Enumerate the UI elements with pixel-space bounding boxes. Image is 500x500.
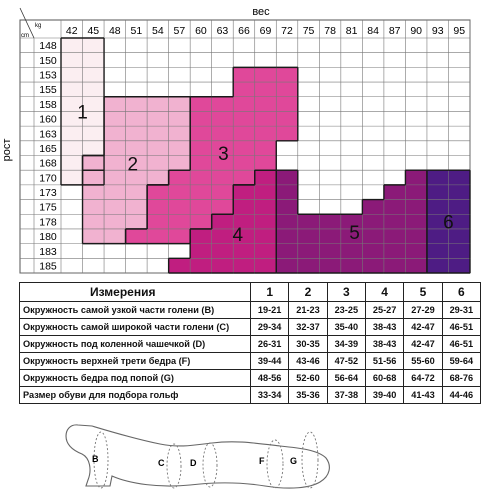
zone-cell (61, 67, 83, 82)
zone-cell (83, 229, 105, 244)
zone-cell (190, 185, 212, 200)
zone-cell (104, 185, 126, 200)
leg-measure-d (203, 443, 217, 487)
measurement-value: 39-40 (365, 387, 403, 404)
zone-cell (384, 258, 406, 273)
size-header: 2 (289, 283, 327, 302)
measurement-value: 68-76 (442, 370, 480, 387)
zone-cell (104, 229, 126, 244)
zone-cell (147, 214, 169, 229)
height-tick-label: 148 (39, 40, 57, 53)
table-row (20, 353, 481, 370)
x-axis-label: вес (252, 6, 270, 18)
measurement-value: 46-51 (442, 319, 480, 336)
zone-cell (147, 170, 169, 185)
size-header: 3 (327, 283, 365, 302)
zone-cell (104, 200, 126, 215)
zone-cell (212, 258, 234, 273)
zone-cell (126, 126, 148, 141)
y-axis-label: рост (1, 138, 13, 162)
zone-cell (104, 170, 126, 185)
zone-cell (276, 258, 298, 273)
zone-cell (83, 141, 105, 156)
weight-tick-label: 95 (453, 25, 466, 37)
weight-tick-label: 66 (238, 25, 250, 37)
measurement-label: Окружность под коленной чашечкой (D) (20, 336, 251, 353)
measurements-header: Измерения (20, 283, 251, 302)
zone-cell (169, 229, 191, 244)
zone-cell (255, 185, 277, 200)
zone-cell (255, 156, 277, 171)
measurement-value: 32-37 (289, 319, 327, 336)
height-tick-label: 185 (39, 260, 57, 273)
zone-cell (255, 244, 277, 259)
zone-cell (233, 111, 255, 126)
table-row (20, 370, 481, 387)
zone-cell (126, 214, 148, 229)
zone-cell (147, 229, 169, 244)
zone-cell (276, 82, 298, 97)
zone-cell (384, 185, 406, 200)
zone-cell (233, 170, 255, 185)
measurement-value: 25-27 (365, 302, 403, 319)
zone-cell (212, 126, 234, 141)
zone-cell (147, 126, 169, 141)
zone-cell (233, 156, 255, 171)
measurement-value: 34-39 (327, 336, 365, 353)
zone-cell (276, 170, 298, 185)
zone-cell (448, 258, 470, 273)
weight-tick-label: 54 (152, 25, 164, 37)
zone-cell (276, 244, 298, 259)
zone-cell (255, 67, 277, 82)
zone-cell (405, 170, 427, 185)
measurement-value: 29-34 (251, 319, 289, 336)
zone-cell (298, 258, 320, 273)
table-row (20, 387, 481, 404)
weight-tick-label: 87 (388, 25, 401, 37)
measurement-value: 39-44 (251, 353, 289, 370)
zone-cell (255, 97, 277, 112)
weight-tick-label: 84 (367, 25, 379, 37)
zone-cell (427, 258, 449, 273)
zone-cell (255, 170, 277, 185)
measurement-value: 44-46 (442, 387, 480, 404)
leg-label-d: D (190, 458, 197, 468)
zone-cell (233, 185, 255, 200)
weight-tick-label: 57 (173, 25, 186, 37)
zone-cell (255, 126, 277, 141)
weight-tick-label: 51 (130, 25, 143, 37)
zone-cell (126, 185, 148, 200)
weight-tick-label: 60 (195, 25, 207, 37)
corner-label-cm: cm (21, 33, 29, 39)
zone-cell (147, 111, 169, 126)
zone-cell (83, 185, 105, 200)
measurement-value: 46-51 (442, 336, 480, 353)
zone-cell (255, 214, 277, 229)
height-tick-label: 180 (39, 231, 57, 244)
weight-tick-label: 75 (302, 25, 315, 37)
zone-label: 2 (127, 154, 139, 176)
zone-cell (448, 185, 470, 200)
zone-cell (147, 200, 169, 215)
zone-cell (190, 170, 212, 185)
measurement-value: 42-47 (404, 336, 442, 353)
zone-cell (276, 97, 298, 112)
measurement-label: Окружность бедра под попой (G) (20, 370, 251, 387)
size-header: 1 (251, 283, 289, 302)
height-tick-label: 165 (39, 142, 57, 155)
zone-cell (233, 200, 255, 215)
zone-cell (405, 258, 427, 273)
zone-cell (405, 229, 427, 244)
zone-cell (233, 82, 255, 97)
zone-cell (405, 244, 427, 259)
zone-cell (61, 156, 83, 171)
zone-cell (169, 97, 191, 112)
zone-cell (169, 170, 191, 185)
measurement-value: 27-29 (404, 302, 442, 319)
weight-tick-label: 45 (87, 25, 100, 37)
zone-cell (233, 67, 255, 82)
measurement-value: 30-35 (289, 336, 327, 353)
leg-label-b: B (92, 454, 99, 464)
measurement-label: Размер обуви для подбора гольф (20, 387, 251, 404)
zone-cell (212, 200, 234, 215)
size-header: 4 (365, 283, 403, 302)
zone-cell (147, 185, 169, 200)
zone-cell (427, 244, 449, 259)
zone-cell (233, 141, 255, 156)
zone-cell (83, 53, 105, 68)
zone-cell (147, 156, 169, 171)
measurement-label: Окружность самой узкой части голени (B) (20, 302, 251, 319)
measurement-value: 38-43 (365, 336, 403, 353)
zone-cell (190, 258, 212, 273)
zone-cell (147, 97, 169, 112)
zone-cell (298, 229, 320, 244)
zone-cell (83, 67, 105, 82)
measurement-value: 35-36 (289, 387, 327, 404)
zone-cell (61, 170, 83, 185)
weight-tick-label: 48 (108, 25, 121, 37)
zone-cell (233, 258, 255, 273)
zone-cell (255, 111, 277, 126)
zone-cell (212, 97, 234, 112)
leg-measure-c (167, 444, 181, 488)
zone-cell (341, 258, 363, 273)
height-tick-label: 175 (39, 201, 57, 214)
zone-cell (190, 156, 212, 171)
measurement-label: Окружность самой широкой части голени (C) (20, 319, 251, 336)
zone-cell (190, 200, 212, 215)
zone-cell (190, 214, 212, 229)
measurement-value: 38-43 (365, 319, 403, 336)
zone-cell (427, 170, 449, 185)
zone-cell (276, 126, 298, 141)
zone-cell (190, 244, 212, 259)
zone-cell (298, 244, 320, 259)
height-tick-label: 153 (39, 69, 57, 82)
height-tick-label: 178 (39, 216, 57, 229)
measurement-value: 60-68 (365, 370, 403, 387)
zone-cell (190, 229, 212, 244)
size-header: 5 (404, 283, 442, 302)
measurement-value: 43-46 (289, 353, 327, 370)
zone-cell (83, 170, 105, 185)
zone-cell (276, 214, 298, 229)
zone-cell (298, 214, 320, 229)
zone-cell (212, 111, 234, 126)
zone-label: 1 (77, 102, 88, 124)
zone-cell (169, 111, 191, 126)
zone-cell (255, 82, 277, 97)
weight-tick-label: 78 (324, 25, 336, 37)
zone-cell (104, 97, 126, 112)
zone-cell (384, 244, 406, 259)
zone-cell (212, 229, 234, 244)
zone-cell (212, 244, 234, 259)
zone-cell (384, 214, 406, 229)
zone-cell (169, 200, 191, 215)
zone-cell (276, 111, 298, 126)
zone-cell (126, 229, 148, 244)
zone-cell (405, 185, 427, 200)
leg-label-f: F (259, 456, 265, 466)
zone-cell (276, 67, 298, 82)
weight-tick-label: 72 (281, 25, 293, 37)
leg-label-g: G (290, 456, 298, 466)
leg-measure-f (267, 440, 283, 488)
weight-tick-label: 90 (410, 25, 423, 37)
zone-cell (212, 214, 234, 229)
zone-label: 5 (349, 222, 360, 244)
zone-cell (255, 258, 277, 273)
zone-cell (276, 229, 298, 244)
zone-cell (83, 82, 105, 97)
measurement-value: 55-60 (404, 353, 442, 370)
height-tick-label: 168 (39, 157, 57, 170)
height-tick-label: 163 (39, 128, 57, 141)
measurement-value: 51-56 (365, 353, 403, 370)
zone-cell (83, 156, 105, 171)
zone-cell (104, 141, 126, 156)
weight-tick-label: 42 (65, 25, 78, 37)
weight-tick-label: 63 (216, 25, 229, 37)
measurement-value: 64-72 (404, 370, 442, 387)
zone-cell (61, 82, 83, 97)
zone-cell (83, 126, 105, 141)
zone-cell (319, 244, 341, 259)
zone-cell (212, 170, 234, 185)
zone-cell (169, 126, 191, 141)
zone-label: 3 (218, 144, 229, 166)
zone-cell (147, 141, 169, 156)
zone-cell (362, 244, 384, 259)
zone-cell (169, 156, 191, 171)
measurement-value: 48-56 (251, 370, 289, 387)
table-header-row (20, 283, 481, 302)
measurement-value: 35-40 (327, 319, 365, 336)
measurement-value: 26-31 (251, 336, 289, 353)
zone-cell (362, 200, 384, 215)
zone-cell (319, 214, 341, 229)
zone-cell (169, 141, 191, 156)
zone-cell (104, 126, 126, 141)
zone-cell (255, 200, 277, 215)
measurement-value: 47-52 (327, 353, 365, 370)
zone-cell (384, 229, 406, 244)
zone-cell (405, 200, 427, 215)
table-row (20, 302, 481, 319)
corner-label-kg: kg (35, 23, 42, 29)
zone-cell (255, 229, 277, 244)
measurement-value: 52-60 (289, 370, 327, 387)
zone-cell (104, 156, 126, 171)
zone-cell (319, 258, 341, 273)
zone-cell (448, 170, 470, 185)
size-header: 6 (442, 283, 480, 302)
table-row (20, 336, 481, 353)
zone-cell (362, 258, 384, 273)
zone-cell (169, 258, 191, 273)
zone-cell (233, 97, 255, 112)
height-tick-label: 160 (39, 113, 57, 126)
measurement-value: 29-31 (442, 302, 480, 319)
measurement-value: 21-23 (289, 302, 327, 319)
zone-cell (427, 185, 449, 200)
zone-label: 4 (232, 225, 244, 247)
height-tick-label: 158 (39, 98, 57, 111)
zone-cell (190, 141, 212, 156)
height-tick-label: 155 (39, 84, 57, 97)
zone-cell (126, 200, 148, 215)
zone-cell (169, 185, 191, 200)
zone-cell (61, 53, 83, 68)
zone-label: 6 (443, 212, 454, 234)
table-row (20, 319, 481, 336)
measurement-value: 23-25 (327, 302, 365, 319)
leg-measure-g (302, 432, 318, 488)
weight-tick-label: 93 (431, 25, 444, 37)
measurement-value: 56-64 (327, 370, 365, 387)
leg-diagram (0, 410, 500, 500)
zone-cell (61, 126, 83, 141)
zone-cell (190, 97, 212, 112)
height-tick-label: 183 (39, 245, 57, 258)
zone-cell (362, 229, 384, 244)
zone-cell (405, 214, 427, 229)
weight-tick-label: 81 (345, 25, 358, 37)
measurement-value: 41-43 (404, 387, 442, 404)
zone-cell (190, 111, 212, 126)
weight-tick-label: 69 (259, 25, 272, 37)
zone-cell (319, 229, 341, 244)
zone-cell (104, 214, 126, 229)
zone-cell (384, 200, 406, 215)
zone-cell (83, 214, 105, 229)
measurement-value: 37-38 (327, 387, 365, 404)
zone-cell (61, 38, 83, 53)
zone-cell (190, 126, 212, 141)
measurements-table (19, 282, 481, 404)
measurement-value: 59-64 (442, 353, 480, 370)
leg-label-c: C (158, 458, 165, 468)
zone-cell (448, 244, 470, 259)
measurement-value: 42-47 (404, 319, 442, 336)
measurement-value: 19-21 (251, 302, 289, 319)
zone-cell (276, 185, 298, 200)
zone-cell (83, 200, 105, 215)
measurement-label: Окружность верхней трети бедра (F) (20, 353, 251, 370)
measurement-value: 33-34 (251, 387, 289, 404)
zone-cell (341, 244, 363, 259)
zone-cell (276, 200, 298, 215)
height-tick-label: 150 (39, 54, 57, 67)
zone-cell (255, 141, 277, 156)
height-tick-label: 173 (39, 187, 57, 200)
zone-cell (233, 126, 255, 141)
zone-cell (212, 185, 234, 200)
zone-cell (61, 141, 83, 156)
zone-cell (126, 97, 148, 112)
height-tick-label: 170 (39, 172, 57, 185)
zone-cell (83, 38, 105, 53)
zone-cell (362, 214, 384, 229)
zone-cell (126, 111, 148, 126)
zone-cell (104, 111, 126, 126)
zone-cell (169, 214, 191, 229)
